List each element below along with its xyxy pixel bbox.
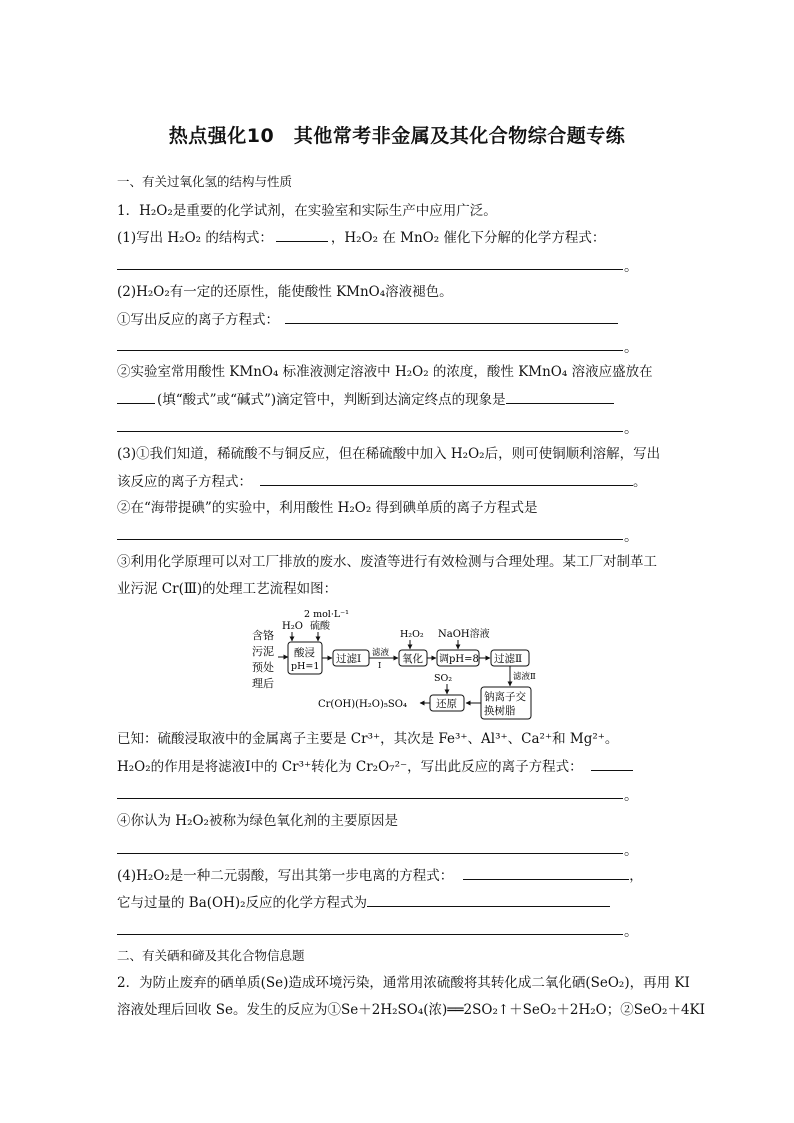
period: 。 (624, 788, 638, 804)
question-2-line1: 2．为防止废弃的硒单质(Se)造成环境污染，通常用浓硫酸将其转化成二氧化硒(SeO₂)，再用 KI (117, 975, 690, 991)
q1-p1-text-b: ，H₂O₂ 在 MnO₂ 催化下分解的化学方程式： (330, 230, 606, 246)
question-2-line2: 溶液处理后回收 Se。发生的反应为①Se＋2H₂SO₄(浓)══2SO₂↑＋SeO₂＋2H₂O；②SeO₂＋4KI (117, 1002, 705, 1018)
answer-blank[interactable] (591, 756, 633, 771)
question-1-part3-1a: (3)①我们知道，稀硫酸不与铜反应，但在稀硫酸中加入 H₂O₂后，则可使铜顺利溶解，写出 (117, 446, 661, 462)
h2o2-role (117, 756, 633, 777)
flow-h2o2: H₂O₂ (400, 629, 424, 640)
question-1-part2-2b (117, 389, 614, 410)
flow-so2: SO₂ (434, 673, 453, 684)
h2o2-role-text: H₂O₂的作用是将滤液Ⅰ中的 Cr³⁺转化为 Cr₂O₇²⁻，写出此反应的离子方程式： (117, 759, 583, 775)
question-1-intro: 1．H₂O₂是重要的化学试剂，在实验室和实际生产中应用广泛。 (117, 203, 497, 219)
question-1-part4b (117, 892, 610, 913)
answer-blank[interactable] (285, 309, 618, 324)
question-1-part2: (2)H₂O₂有一定的还原性，能使酸性 KMnO₄溶液褪色。 (117, 284, 453, 300)
question-1-part3-1b (117, 471, 647, 492)
flow-naoh: NaOH溶液 (438, 629, 490, 640)
answer-blank[interactable] (506, 389, 614, 404)
period: 。 (624, 924, 638, 940)
page-title: 热点强化10 其他常考非金属及其化合物综合题专练 (168, 125, 626, 147)
q1-p4a-text: (4)H₂O₂是一种二元弱酸，写出其第一步电离的方程式： (117, 868, 454, 884)
q1-p2-2b-text: (填“酸式”或“碱式”)滴定管中，判断到达滴定终点的现象是 (157, 392, 506, 408)
answer-line[interactable] (117, 269, 623, 270)
answer-blank[interactable] (276, 227, 328, 242)
flow-product: Cr(OH)(H₂O)₅SO₄ (318, 699, 407, 710)
question-1-part2-1 (117, 309, 618, 330)
flow-acid-conc: 2 mol·L⁻¹ (304, 609, 349, 620)
flow-leach-ph: pH=1 (291, 661, 320, 672)
answer-blank[interactable] (260, 471, 633, 486)
period: 。 (624, 843, 638, 859)
q1-p2-1-text: ①写出反应的离子方程式： (117, 312, 279, 328)
period: 。 (624, 340, 638, 356)
period: 。 (624, 421, 638, 437)
answer-line[interactable] (117, 539, 623, 540)
answer-line[interactable] (117, 934, 623, 935)
section-heading-1: 一、有关过氧化氢的结构与性质 (117, 174, 293, 189)
flow-acid: 硫酸 (310, 621, 330, 632)
flow-start-2: 污泥 (252, 645, 274, 658)
answer-line[interactable] (117, 350, 623, 351)
answer-blank[interactable] (117, 389, 155, 404)
flow-start-3: 预处 (252, 661, 274, 674)
question-1-part3-3b: 业污泥 Cr(Ⅲ)的处理工艺流程如图： (117, 581, 338, 597)
flow-filtrate2: 滤液Ⅱ (513, 672, 536, 682)
question-1-part3-2: ②在“海带提碘”的实验中，利用酸性 H₂O₂ 得到碘单质的离子方程式是 (117, 500, 538, 516)
q1-p3-1b-text: 该反应的离子方程式： (117, 474, 252, 490)
answer-line[interactable] (117, 431, 623, 432)
flow-leach: 酸浸 (294, 647, 315, 659)
section-heading-2: 二、有关硒和碲及其化合物信息题 (117, 948, 305, 963)
flow-resin-1: 钠离子交 (484, 691, 526, 703)
question-1-part2-2a: ②实验室常用酸性 KMnO₄ 标准液测定溶液中 H₂O₂ 的浓度，酸性 KMnO₄ 溶液应盛放在 (117, 364, 653, 380)
flow-resin-2: 换树脂 (484, 705, 516, 717)
question-1-part3-4: ④你认为 H₂O₂被称为绿色氧化剂的主要原因是 (117, 813, 398, 829)
flow-start-4: 理后 (252, 677, 274, 690)
comma: ， (629, 868, 643, 884)
flow-oxidize: 氧化 (402, 653, 423, 665)
flow-adjust-ph: 调pH=8 (439, 654, 479, 665)
period: 。 (624, 259, 638, 275)
process-flow-diagram (248, 605, 548, 725)
answer-blank[interactable] (463, 865, 629, 880)
q1-p4b-text: 它与过量的 Ba(OH)₂反应的化学方程式为 (117, 895, 368, 911)
question-1-part3-3a: ③利用化学原理可以对工厂排放的废水、废渣等进行有效检测与合理处理。某工厂对制革工 (117, 554, 657, 570)
answer-blank[interactable] (367, 892, 610, 907)
flow-filtrate1-num: Ⅰ (378, 661, 382, 671)
flow-reduce: 还原 (436, 698, 457, 710)
question-1-part4a (117, 865, 643, 886)
answer-line[interactable] (117, 853, 623, 854)
flow-filter2: 过滤Ⅱ (494, 653, 523, 665)
period: 。 (624, 529, 638, 545)
question-1-part1 (117, 227, 605, 248)
flow-filter1: 过滤Ⅰ (336, 653, 362, 665)
period: 。 (633, 474, 647, 490)
flow-h2o: H₂O (282, 621, 303, 632)
known-info: 已知：硫酸浸取液中的金属离子主要是 Cr³⁺，其次是 Fe³⁺、Al³⁺、Ca²⁺和 Mg²⁺。 (117, 731, 619, 747)
q1-p1-text-a: (1)写出 H₂O₂ 的结构式： (117, 230, 273, 246)
flow-filtrate1: 滤液 (372, 648, 390, 658)
flow-start-1: 含铬 (252, 629, 274, 642)
answer-line[interactable] (117, 798, 623, 799)
